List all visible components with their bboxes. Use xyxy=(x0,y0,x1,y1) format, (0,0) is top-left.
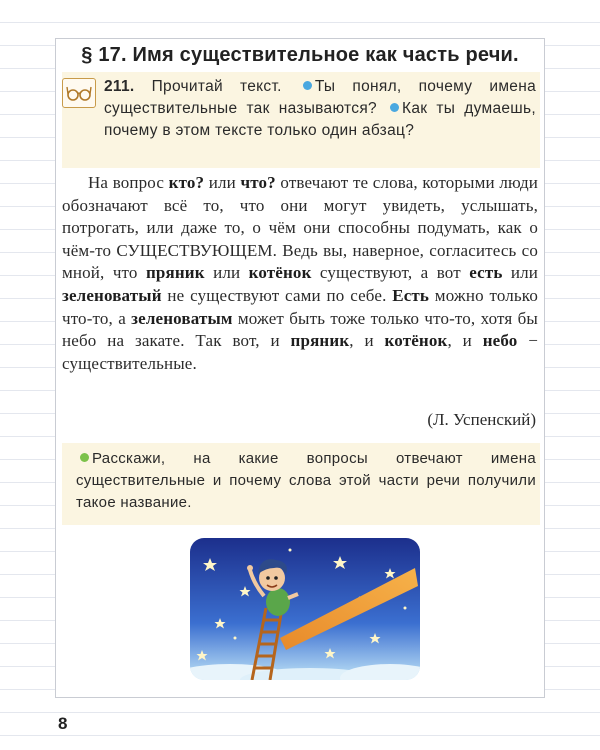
task-instructions xyxy=(104,76,536,142)
task-question-1: Ты понял, почему имена существительные так называются? xyxy=(104,78,537,117)
bullet-dot-icon xyxy=(80,453,89,462)
bullet-dot-icon xyxy=(303,81,312,90)
task-text-read: Прочитай текст. xyxy=(151,78,282,95)
question-body: Расскажи, на какие вопросы отвечают имена существительные и почему слова этой части речи получили такое название. xyxy=(76,450,536,511)
page-number: 8 xyxy=(58,714,68,733)
glasses-icon xyxy=(62,78,96,108)
bullet-dot-icon xyxy=(390,103,399,112)
passage-author: (Л. Успенский) xyxy=(427,410,536,429)
task-question-2: Как ты думаешь, почему в этом тексте только один абзац? xyxy=(104,100,537,139)
task-number: 211. xyxy=(104,78,135,95)
question-text xyxy=(76,448,536,514)
passage-paragraph: На вопрос кто? или что? отвечают те слова, которыми люди обозначают всё то, что они могут увидеть, услышать, потрогать, или даже то, о чём они способны подумать, как о чём-то СУЩЕСТВУЮЩЕМ. Ведь вы, наверное, согласитесь со мной, что пряник или котёнок существуют, а вот есть или зеленоватый не существуют сами по себе. Есть можно только что-то, а зеленоватым может быть тоже только что-то, хотя бы небо на закате. Так вот, и пряник, и котёнок, и небо − существительные. xyxy=(62,173,539,373)
boy-on-ladder-painting-stars-illustration xyxy=(190,538,420,680)
section-title: § 17. Имя существительное как часть речи. xyxy=(81,44,519,66)
passage xyxy=(62,172,538,375)
